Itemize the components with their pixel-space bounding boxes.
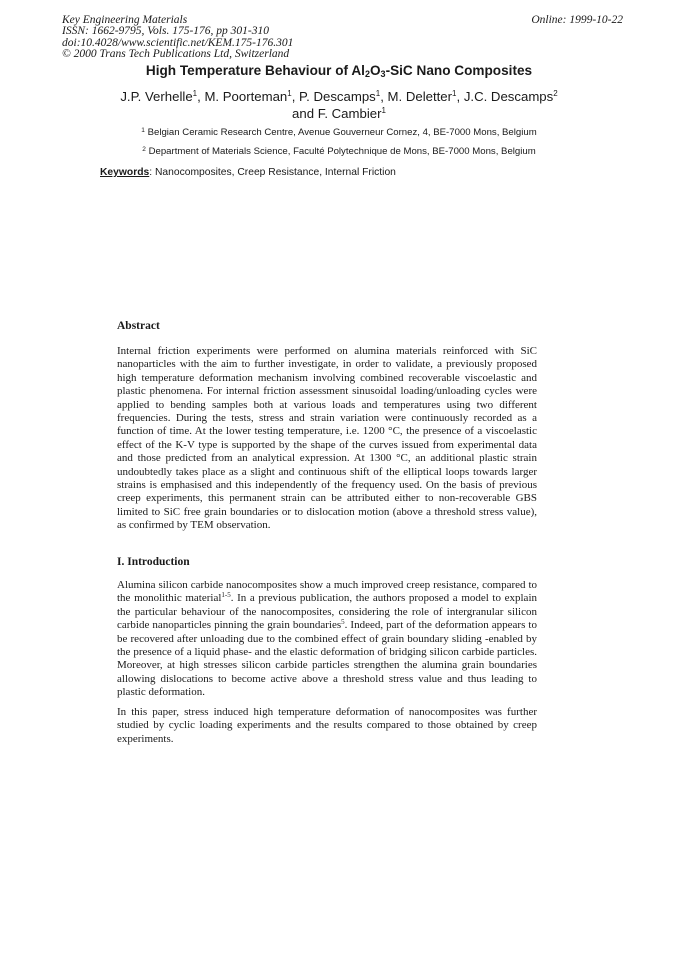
intro-text-segment: Alumina silicon carbide nanocomposites show a much improved creep resistance, compared to the monolithic material <box>117 579 537 605</box>
keywords-text: Nanocomposites, Creep Resistance, Internal Friction <box>154 167 396 178</box>
author-affiliation-mark: 1 <box>192 89 198 98</box>
affiliation-1 <box>0 127 678 138</box>
introduction-heading: I. Introduction <box>117 556 190 568</box>
citation-ref: 1-5 <box>221 591 231 600</box>
copyright-line: © 2000 Trans Tech Publications Ltd, Switzerland <box>62 48 290 61</box>
author-conjunction: and <box>292 106 315 121</box>
author-affiliation-mark: 1 <box>381 106 386 115</box>
author-name: J.C. Descamps <box>463 89 554 104</box>
title-text-3: -SiC Nano Composites <box>385 63 533 78</box>
online-date: Online: 1999-10-22 <box>531 14 623 26</box>
affiliation-number: 1 <box>141 127 145 134</box>
author-list: J.P. Verhelle$^1$, M. Poorteman$^1$, P. Descamps$^1$, M. Deletter$^1$, J.C. Descamps$^2$ and F. Cambier$^1$ <box>120 89 558 121</box>
author-name: F. Cambier <box>317 106 382 121</box>
abstract-text: Internal friction experiments were performed on alumina materials reinforced with SiC nanoparticles with the aim to further investigate, in order to validate, a previously proposed high temperature deformation mechanism involving combined recoverable viscoelastic and plastic phenomena. For internal friction assessment sinusoidal loading/unloading cycles were applied to bending samples both at various loads and temperatures using two different frequencies. During the tests, stress and strain variation were continuously recorded as a function of time. At the lower testing temperature, i.e. 1200 °C, the presence of a viscoelastic effect of the K-V type is supported by the shape of the curves issued from experimental data and those predicted from an analytical expression. At 1300 °C, an additional plastic strain undoubtedly takes place as a slight and continuous shift of the elliptical loops towards larger strains is emphasised and this independently of the frequency used. On the basis of previous creep experiments, this permanent strain can be attributed either to non-recoverable GBS limited to SiC free grain boundaries or to dislocation motion (above a threshold stress value), as confirmed by TEM observation. <box>117 345 537 532</box>
issn-line: ISSN: 1662-9795, Vols. 175-176, pp 301-310 <box>62 25 269 38</box>
affiliation-2 <box>0 146 678 157</box>
affiliation-number: 2 <box>142 146 146 153</box>
author-name: M. Deletter <box>387 89 453 104</box>
author-affiliation-mark: 1 <box>287 89 292 98</box>
paper-title <box>0 63 678 78</box>
title-text-2: O <box>369 63 381 78</box>
keywords-line: Keywords: Nanocomposites, Creep Resistance, Internal Friction <box>100 167 396 178</box>
title-text-1: High Temperature Behaviour of Al <box>145 63 365 78</box>
author-affiliation-mark: 1 <box>452 89 457 98</box>
author-name: J.P. Verhelle <box>120 89 193 104</box>
intro-text-segment: . In a previous publication, the authors proposed a model to explain the particular behaviour of the nanocomposites, considering the role of intergranular silicon carbide nanoparticles pinning the grain boundaries <box>117 592 537 632</box>
intro-text-segment: . Indeed, part of the deformation appears to be recovered after unloading due to the combined effect of grain boundary sliding -enabled by the presence of a liquid phase- and the elastic deformation of bridging silicon carbide particles. Moreover, at high stresses silicon carbide particles strengthen the alumina grain boundaries allowing dislocations to become active above a threshold stress value and thus leading to plastic deformation. <box>117 619 537 699</box>
author-name: P. Descamps <box>299 89 376 104</box>
title-sub-2: 3 <box>380 69 386 79</box>
journal-name: Key Engineering Materials <box>62 14 188 26</box>
affiliation-text: Belgian Ceramic Research Centre, Avenue Gouverneur Cornez, 4, BE-7000 Mons, Belgium <box>147 127 537 138</box>
author-affiliation-mark: 1 <box>375 89 381 98</box>
journal-header <box>62 15 293 61</box>
author-affiliation-mark: 2 <box>553 89 558 98</box>
abstract-heading: Abstract <box>117 320 160 332</box>
title-sub-1: 2 <box>364 69 370 79</box>
author-name: M. Poorteman <box>204 89 288 104</box>
affiliation-text: Department of Materials Science, Faculté Polytechnique de Mons, BE-7000 Mons, Belgium <box>148 146 536 157</box>
keywords-label: Keywords <box>100 167 150 178</box>
citation-ref: 5 <box>341 618 345 627</box>
introduction-paragraph-2: In this paper, stress induced high temperature deformation of nanocomposites was further studied by cyclic loading experiments and the results compared to those obtained by creep experiments. <box>117 706 537 745</box>
introduction-paragraph-1 <box>117 579 537 700</box>
doi-line[interactable]: doi:10.4028/www.scientific.net/KEM.175-176.301 <box>62 36 294 49</box>
